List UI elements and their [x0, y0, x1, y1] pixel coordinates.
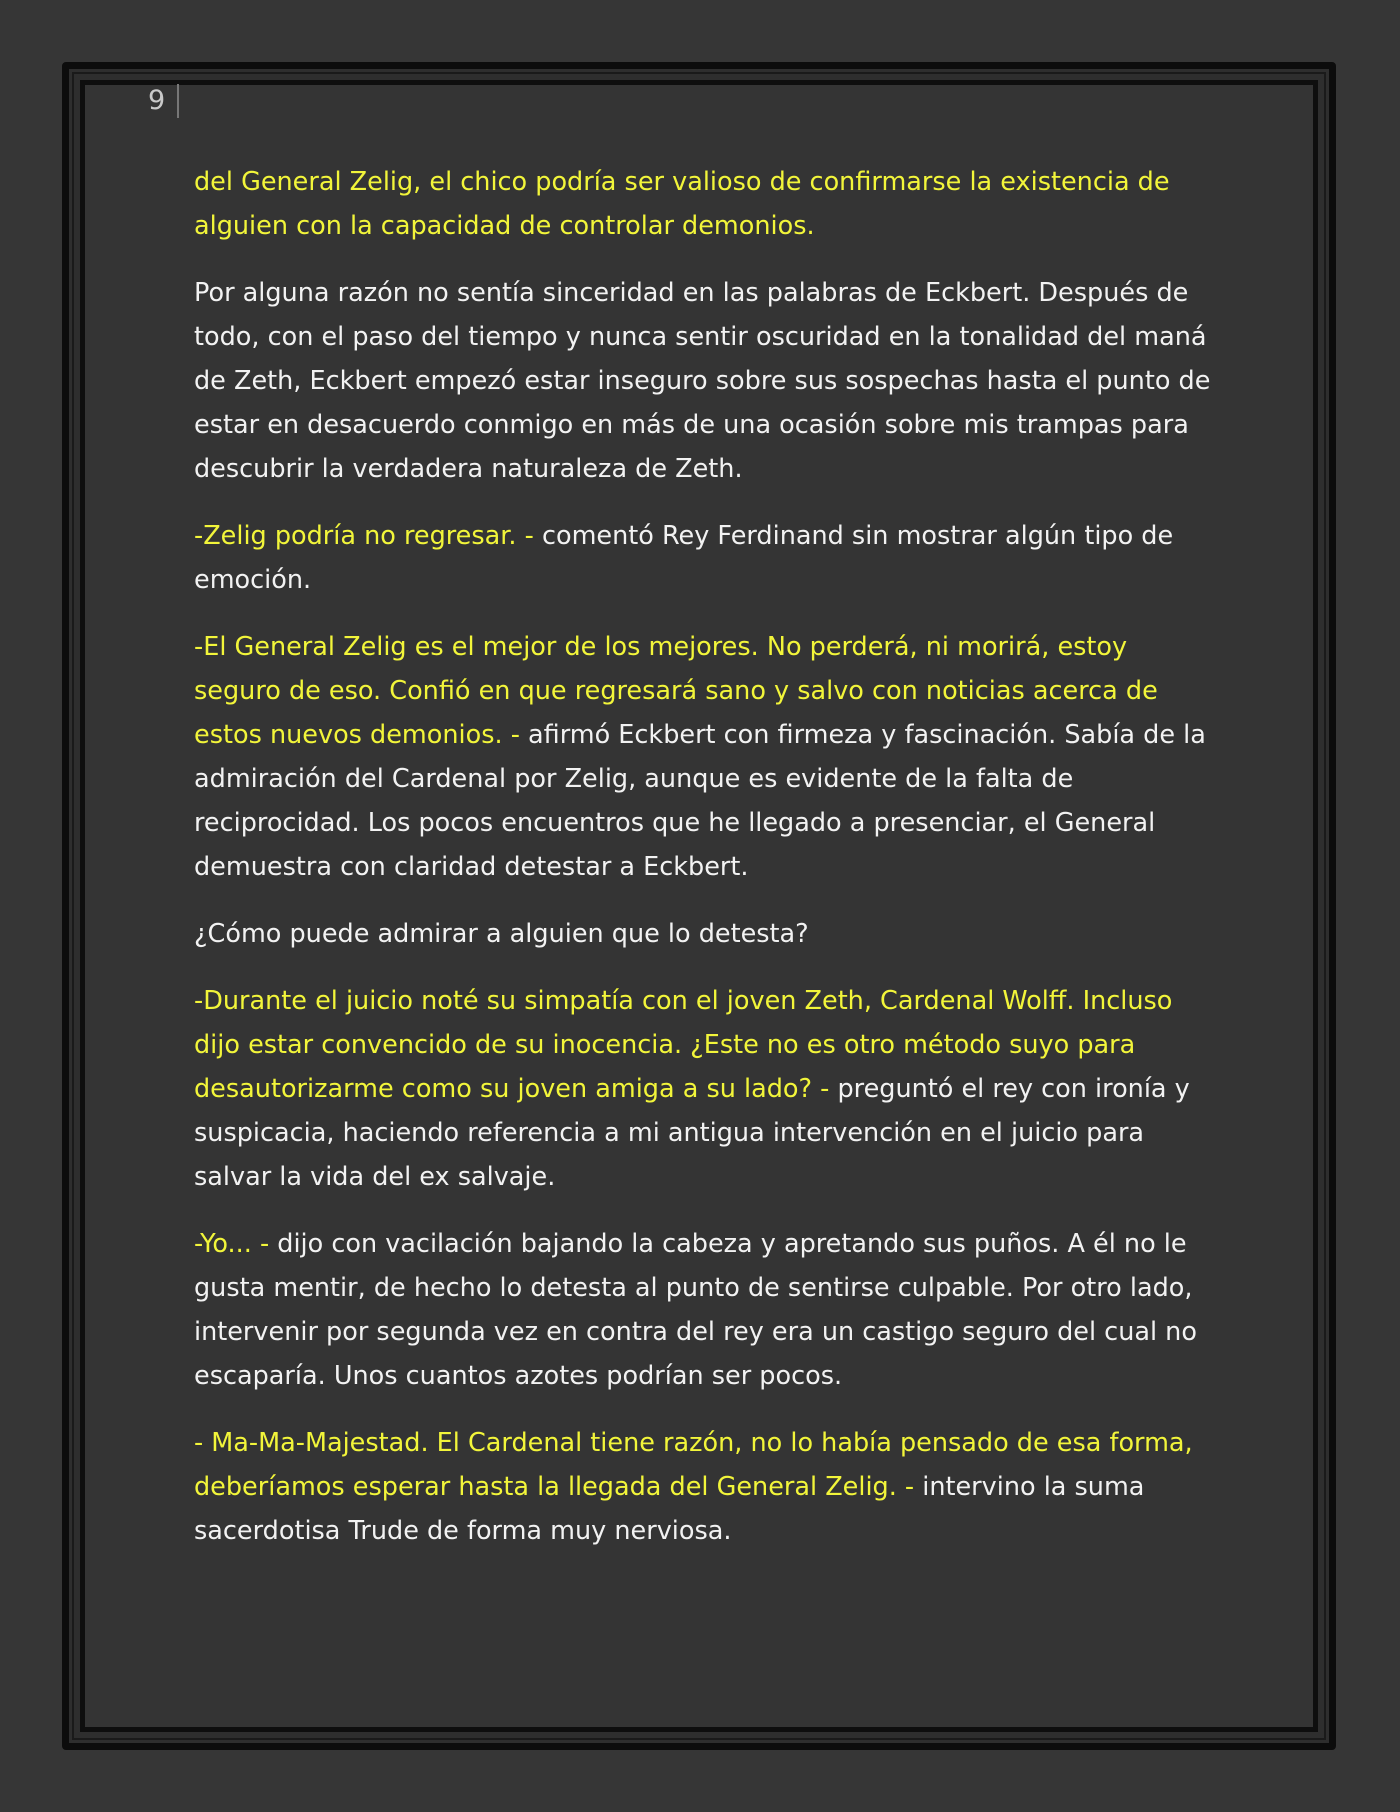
narration-text: intervino la suma sacerdotisa Trude de forma muy nerviosa. [194, 1472, 1145, 1546]
dialogue-text: -El General Zelig es el mejor de los mejores. No perderá, ni morirá, estoy seguro de eso. Confió en que regresará sano y salvo con noticias acerca de estos nuevos demonios. - [194, 632, 1158, 750]
narration-text: dijo con vacilación bajando la cabeza y apretando sus puños. A él no le gusta mentir, de hecho lo detesta al punto de sentirse culpable. Por otro lado, intervenir por segunda vez en contra del rey era un castigo seguro del cual no escaparía. Unos cuantos azotes podrían ser pocos. [194, 1229, 1197, 1391]
paragraph-8 [194, 1421, 1214, 1553]
narration-text: afirmó Eckbert con firmeza y fascinación. Sabía de la admiración del Cardenal por Zelig, aunque es evidente de la falta de reciprocidad. Los pocos encuentros que he llegado a presenciar, el General demuestra con claridad detestar a Eckbert. [194, 720, 1206, 882]
paragraph-3 [194, 514, 1214, 602]
paragraph-6 [194, 979, 1214, 1199]
paragraph-7 [194, 1222, 1214, 1398]
narration-text: comentó Rey Ferdinand sin mostrar algún tipo de emoción. [194, 521, 1174, 595]
dialogue-text: del General Zelig, el chico podría ser valioso de confirmarse la existencia de alguien con la capacidad de controlar demonios. [194, 167, 1170, 241]
dialogue-text: -Durante el juicio noté su simpatía con el joven Zeth, Cardenal Wolff. Incluso dijo estar convencido de su inocencia. ¿Este no es otro método suyo para desautorizarme como su joven amiga a su lado? - [194, 986, 1173, 1104]
paragraph-1 [194, 160, 1214, 248]
paragraph-4 [194, 625, 1214, 889]
paragraph-5 [194, 912, 1214, 956]
page-number: 9 [148, 84, 179, 118]
narration-text: Por alguna razón no sentía sinceridad en las palabras de Eckbert. Después de todo, con el paso del tiempo y nunca sentir oscuridad en la tonalidad del maná de Zeth, Eckbert empezó estar inseguro sobre sus sospechas hasta el punto de estar en desacuerdo conmigo en más de una ocasión sobre mis trampas para descubrir la verdadera naturaleza de Zeth. [194, 278, 1211, 484]
page-body [194, 160, 1214, 1576]
dialogue-text: - Ma-Ma-Majestad. El Cardenal tiene razón, no lo había pensado de esa forma, deberíamos esperar hasta la llegada del General Zelig. - [194, 1428, 1193, 1502]
narration-text: ¿Cómo puede admirar a alguien que lo detesta? [194, 919, 809, 949]
narration-text: preguntó el rey con ironía y suspicacia, haciendo referencia a mi antigua intervención en el juicio para salvar la vida del ex salvaje. [194, 1074, 1190, 1192]
paragraph-2 [194, 271, 1214, 491]
dialogue-text: -Zelig podría no regresar. - [194, 521, 534, 551]
dialogue-text: -Yo... - [194, 1229, 270, 1259]
